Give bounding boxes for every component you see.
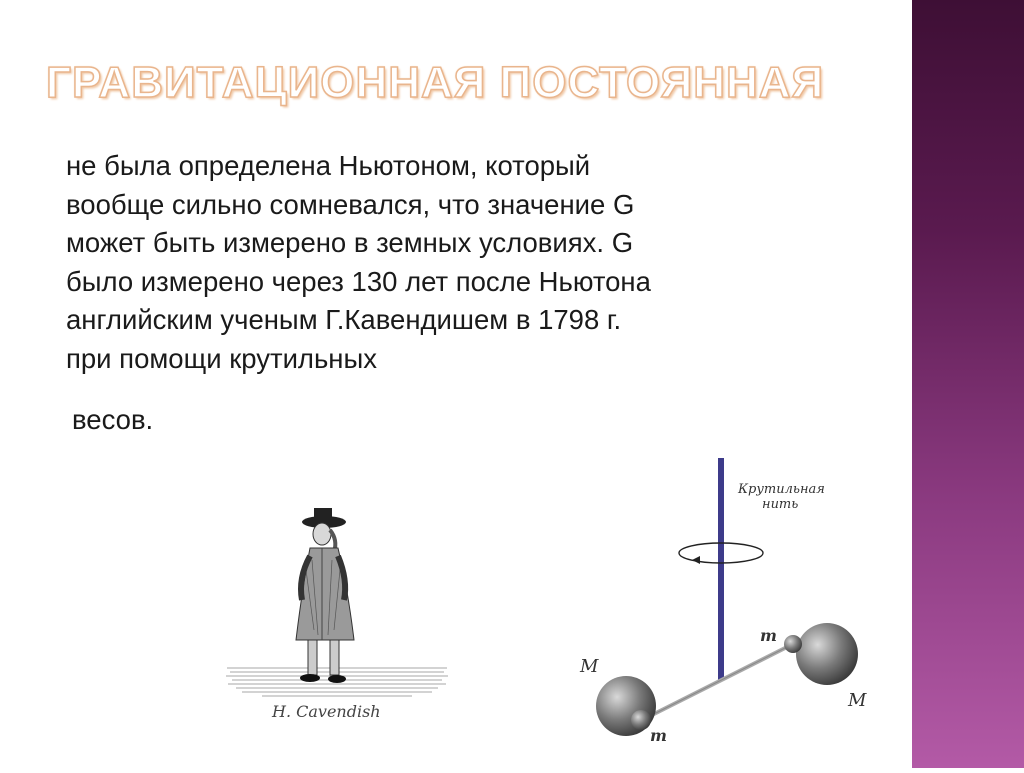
mass-label-big-left: M bbox=[580, 656, 599, 677]
thread-label-line2: нить bbox=[762, 497, 799, 512]
side-divider-line bbox=[908, 0, 911, 768]
mass-label-small-bottom: m bbox=[650, 726, 667, 745]
torsion-balance-diagram bbox=[560, 452, 900, 768]
decorative-side-band bbox=[912, 0, 1024, 768]
thread-label-line1: Крутильная bbox=[738, 482, 825, 497]
body-paragraph: не была определена Ньютоном, который вообще сильно сомневался, что значение G может быть измерено в земных условиях. G было измерено через 130 лет после Ньютона английским ученым Г.Кавендишем в 1798 г. при помощи крутильных bbox=[66, 150, 651, 374]
body-text-block bbox=[66, 147, 826, 378]
thread-label bbox=[738, 482, 825, 512]
portrait-signature: H. Cavendish bbox=[272, 702, 381, 721]
torsion-thread bbox=[718, 458, 724, 680]
slide-title: ГРАВИТАЦИОННАЯ ПОСТОЯННАЯ bbox=[46, 58, 825, 107]
body-paragraph-end: весов. bbox=[72, 404, 154, 435]
mass-label-small-top: m bbox=[760, 626, 777, 645]
mass-label-big-right: M bbox=[848, 690, 867, 711]
